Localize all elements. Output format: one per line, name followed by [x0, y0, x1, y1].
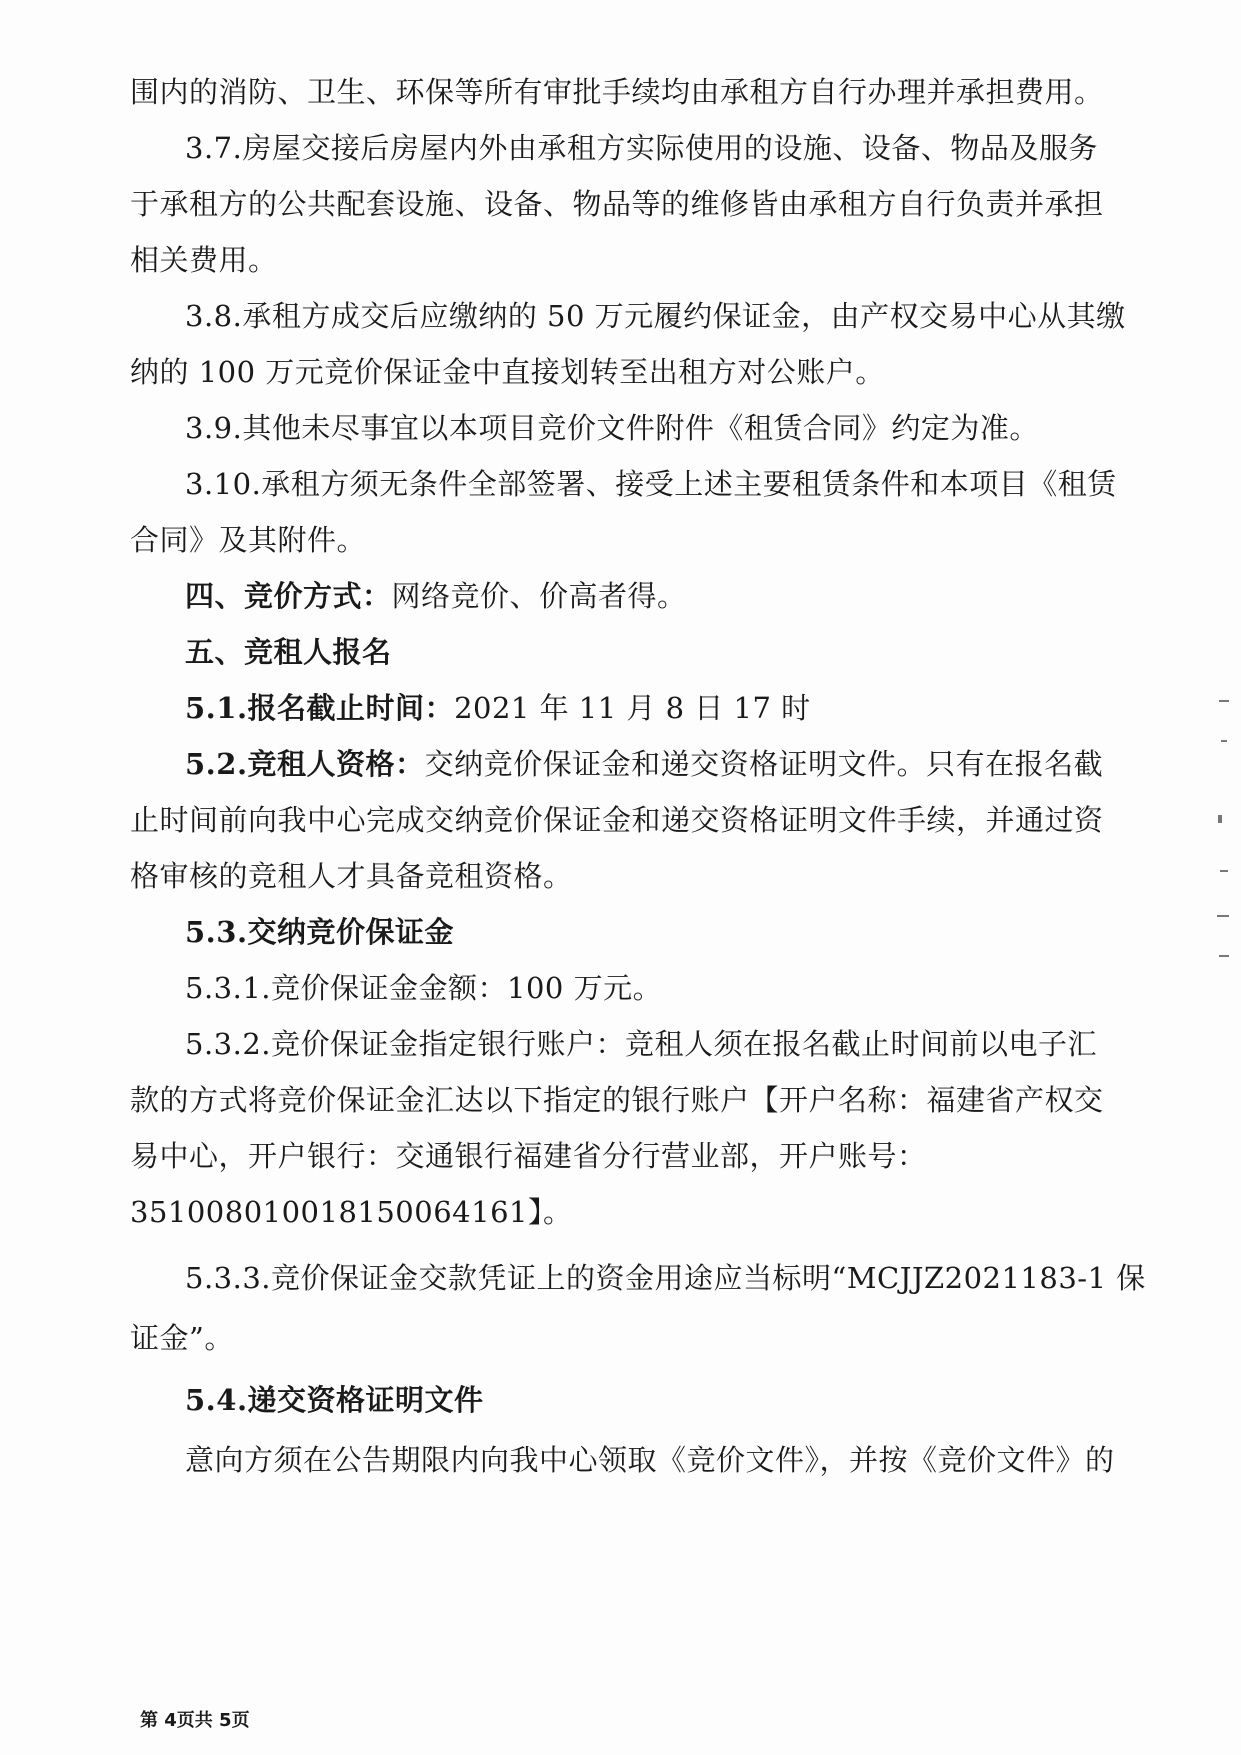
scan-mark	[1218, 815, 1222, 823]
clause-5-3-1: 5.3.1.竞价保证金金额：100 万元。	[185, 971, 663, 1005]
clause-5-1-text: 2021 年 11 月 8 日 17 时	[454, 691, 811, 725]
clause-5-3-3-line-2: 证金”。	[130, 1321, 234, 1355]
paragraph-line: 围内的消防、卫生、环保等所有审批手续均由承租方自行办理并承担费用。	[130, 75, 1104, 109]
clause-5-3-2-line-3: 易中心，开户银行：交通银行福建省分行营业部，开户账号：	[130, 1139, 927, 1173]
scan-edge-marks	[1215, 700, 1235, 1000]
section-4	[185, 576, 1110, 616]
scan-mark	[1219, 955, 1229, 957]
clause-5-3-heading: 5.3.交纳竞价保证金	[185, 915, 455, 949]
clause-5-3-2-line-1: 5.3.2.竞价保证金指定银行账户：竞租人须在报名截止时间前以电子汇	[185, 1027, 1098, 1061]
clause-5-2-text: 交纳竞价保证金和递交资格证明文件。只有在报名截	[424, 747, 1104, 781]
clause-5-3-2-line-4: 35100801001815006416​1】。	[130, 1195, 573, 1229]
section-4-label: 四、竞价方式：	[185, 579, 392, 613]
closing-line: 意向方须在公告期限内向我中心领取《竞价文件》，并按《竞价文件》的	[185, 1443, 1115, 1477]
clause-3-10-line-1: 3.10.承租方须无条件全部签署、接受上述主要租赁条件和本项目《租赁	[185, 467, 1117, 501]
clause-3-8-line-2: 纳的 100 万元竞价保证金中直接划转至出租方对公账户。	[130, 355, 885, 389]
clause-3-10-line-2: 合同》及其附件。	[130, 523, 367, 557]
clause-5-3-3-line-1: 5.3.3.竞价保证金交款凭证上的资金用途应当标明“MCJJZ2021183-1 保	[185, 1261, 1146, 1295]
clause-5-2-line-1	[185, 744, 1110, 784]
scan-mark	[1221, 740, 1227, 742]
clause-5-2-label: 5.2.竞租人资格：	[185, 747, 425, 781]
section-4-text: 网络竞价、价高者得。	[391, 579, 687, 613]
scan-mark	[1217, 915, 1229, 917]
page-number: 第 4页共 5页	[140, 1710, 250, 1731]
clause-5-4-heading: 5.4.递交资格证明文件	[185, 1383, 484, 1417]
clause-5-1	[185, 688, 1110, 728]
clause-5-2-line-3: 格审核的竞租人才具备竞租资格。	[130, 859, 573, 893]
clause-3-8-line-1: 3.8.承租方成交后应缴纳的 50 万元履约保证金，由产权交易中心从其缴	[185, 299, 1126, 333]
scan-mark	[1219, 700, 1229, 702]
clause-5-3-2-line-2: 款的方式将竞价保证金汇达以下指定的银行账户【开户名称：福建省产权交	[130, 1083, 1104, 1117]
clause-3-7-line-3: 相关费用。	[130, 243, 278, 277]
clause-5-1-label: 5.1.报名截止时间：	[185, 691, 455, 725]
clause-5-2-line-2: 止时间前向我中心完成交纳竞价保证金和递交资格证明文件手续，并通过资	[130, 803, 1104, 837]
clause-3-7-line-1: 3.7.房屋交接后房屋内外由承租方实际使用的设施、设备、物品及服务	[185, 131, 1098, 165]
clause-3-7-line-2: 于承租方的公共配套设施、设备、物品等的维修皆由承租方自行负责并承担	[130, 187, 1104, 221]
section-5-heading: 五、竞租人报名	[185, 635, 392, 669]
scan-mark	[1220, 870, 1228, 872]
clause-3-9: 3.9.其他未尽事宜以本项目竞价文件附件《租赁合同》约定为准。	[185, 411, 1039, 445]
